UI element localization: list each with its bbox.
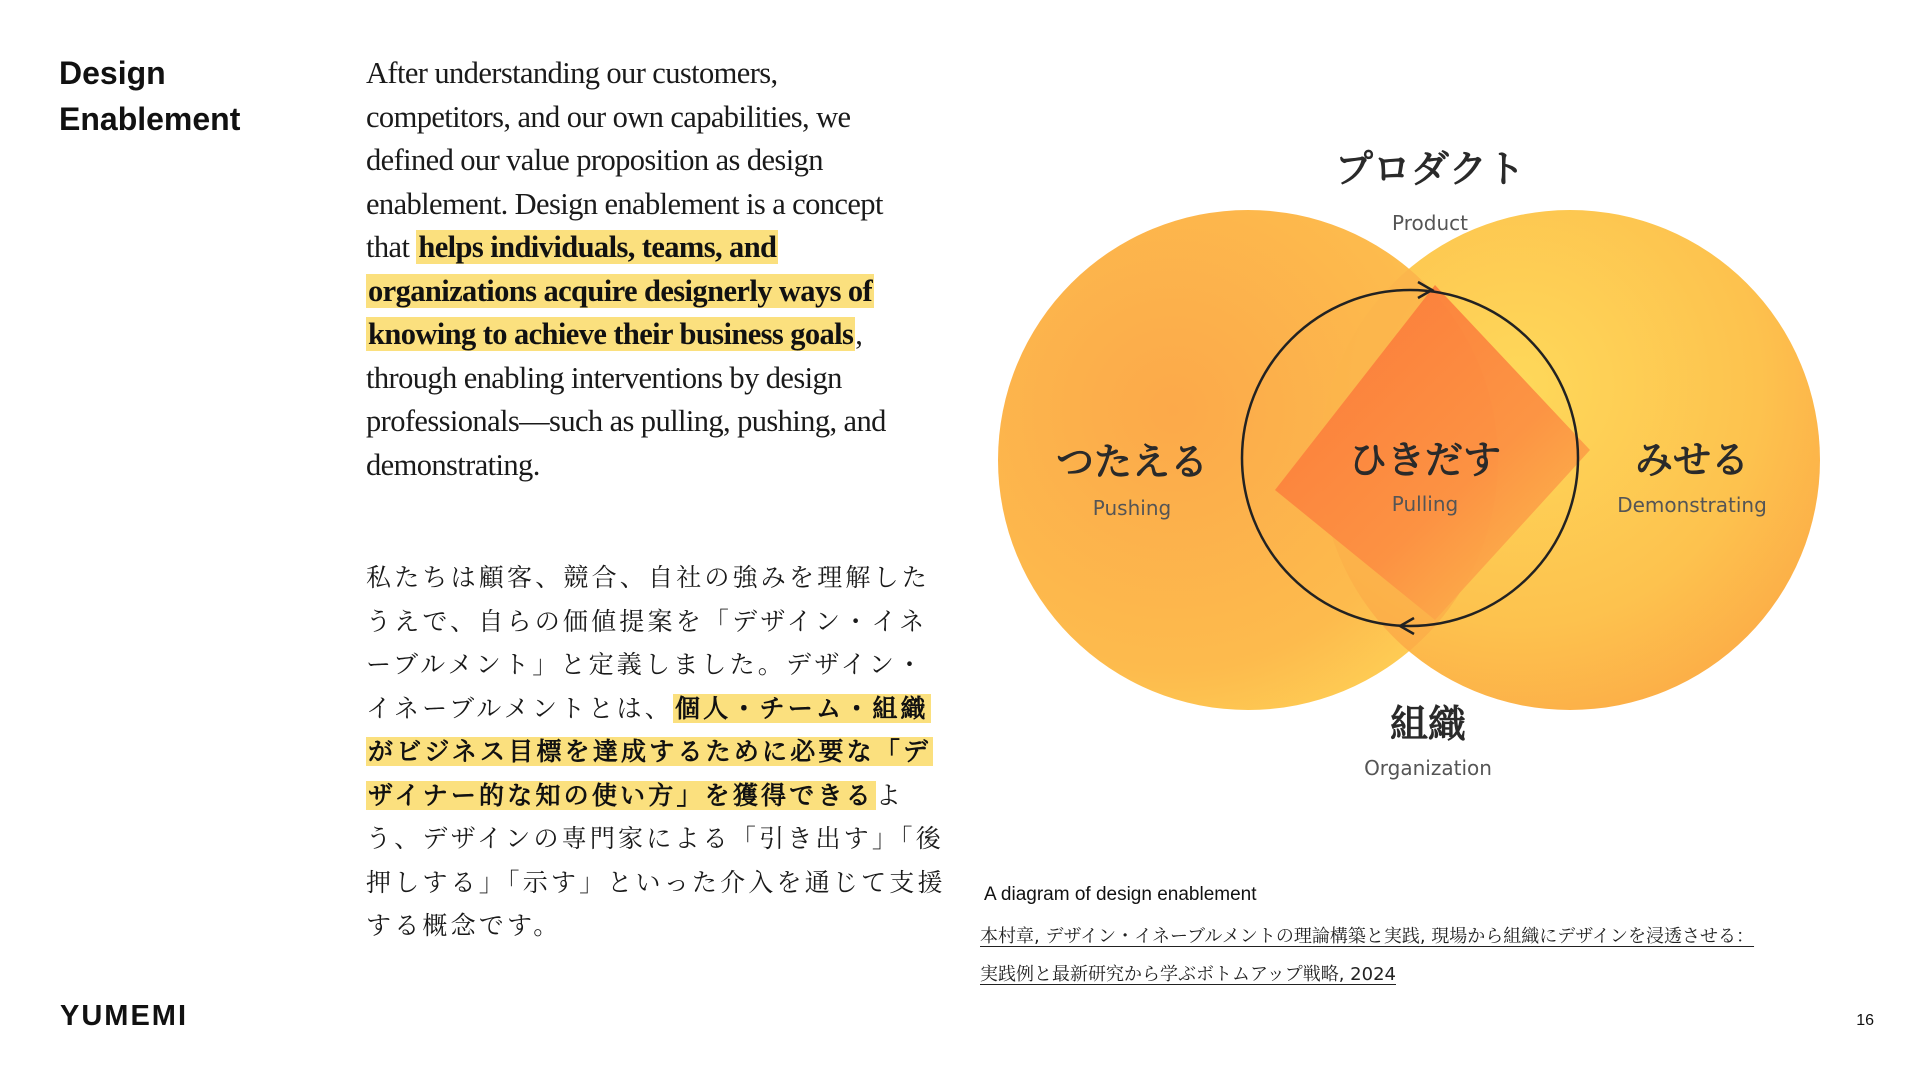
- label-pulling-en: Pulling: [1391, 492, 1459, 516]
- label-organization-ja: 組織: [1389, 702, 1467, 746]
- japanese-highlight: 個人・チーム・組織がビジネス目標を達成するために必要な「デザイナー的な知の使い方」を獲得できる: [368, 693, 932, 810]
- label-pulling-ja: ひきだす: [1348, 438, 1502, 482]
- citation: [980, 918, 1860, 994]
- section-title: [59, 50, 240, 142]
- english-text-before: After understanding our customers, competitors, and our own capabilities, we defined our value proposition as design enablement. Design enablement is a concept that: [366, 56, 883, 264]
- page-number: 16: [1856, 1012, 1874, 1029]
- label-product-en: Product: [1392, 211, 1468, 235]
- japanese-paragraph: [366, 556, 946, 948]
- citation-line1[interactable]: 本村章, デザイン・イネーブルメントの理論構築と実践, 現場から組織にデザインを浸透させる：: [980, 926, 1755, 947]
- label-product-ja: プロダクト: [1334, 147, 1526, 191]
- japanese-text-after: よう、デザインの専門家による「引き出す」「後押しする」「示す」といった介入を通じて支援する概念です。: [366, 780, 946, 940]
- section-title-line2: Enablement: [59, 101, 241, 137]
- english-text-after: , through enabling interventions by design professionals—such as pulling, pushing, and demonstrating.: [366, 317, 886, 482]
- label-pushing-en: Pushing: [1092, 496, 1172, 520]
- japanese-text-before: 私たちは顧客、競合、自社の強みを理解したうえで、自らの価値提案を「デザイン・イネーブルメント」と定義しました。デザイン・イネーブルメントとは、: [366, 563, 931, 723]
- section-title-line1: Design: [59, 55, 166, 91]
- citation-line2[interactable]: 実践例と最新研究から学ぶボトムアップ戦略, 2024: [980, 964, 1396, 985]
- label-organization-en: Organization: [1364, 756, 1492, 780]
- english-paragraph: [366, 52, 926, 487]
- diagram-caption: A diagram of design enablement: [984, 884, 1257, 905]
- yumemi-logo: YUMEMI: [60, 1000, 188, 1032]
- label-demonstrating-ja: みせる: [1634, 438, 1750, 482]
- label-pushing-ja: つたえる: [1055, 440, 1209, 484]
- label-demonstrating-en: Demonstrating: [1617, 493, 1767, 517]
- english-highlight: helps individuals, teams, and organizations acquire designerly ways of knowing to achieve their business goals: [368, 230, 873, 351]
- design-enablement-diagram: [980, 140, 1880, 800]
